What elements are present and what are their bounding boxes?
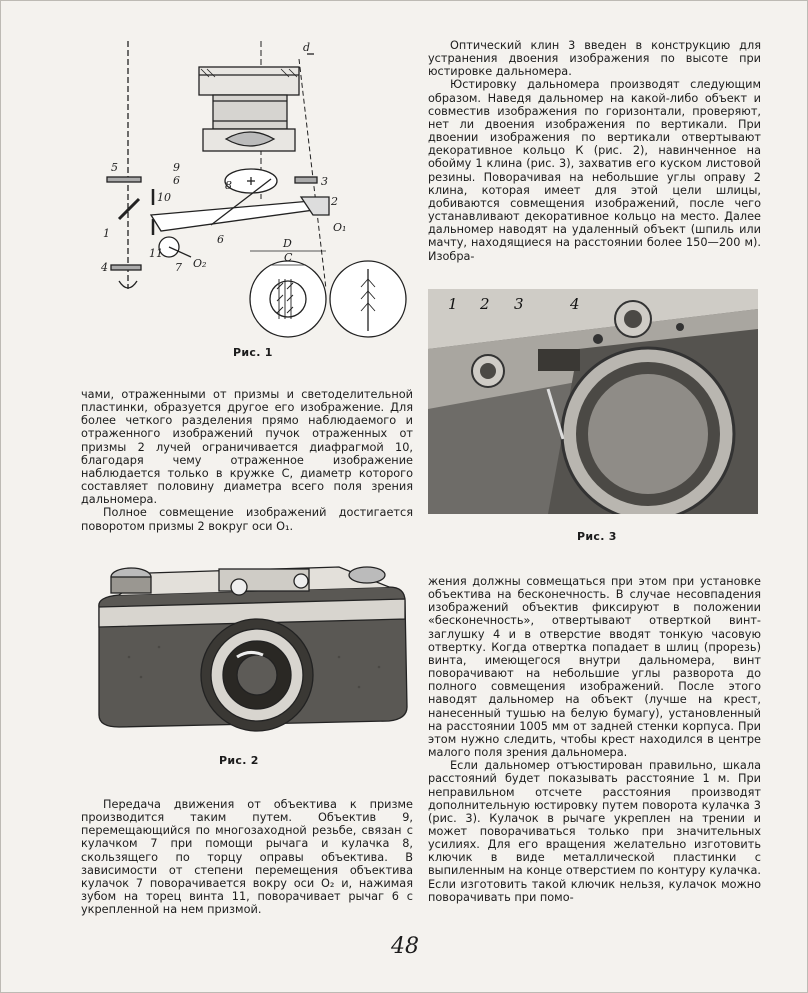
text-left-bottom xyxy=(81,798,413,916)
fig1-label-10: 10 xyxy=(157,191,171,204)
fig1-label-5: 5 xyxy=(111,161,118,174)
text-right-top xyxy=(428,39,761,263)
figure-3-photo xyxy=(428,289,758,514)
figure-1-diagram xyxy=(81,39,411,351)
fig1-label-C: C xyxy=(284,251,293,264)
fig1-label-6b: 6 xyxy=(217,233,224,246)
page-number: 48 xyxy=(391,934,419,959)
fig3-label-3: 3 xyxy=(514,295,524,313)
fig1-label-7: 7 xyxy=(175,261,182,274)
figure-2-caption: Рис. 2 xyxy=(219,754,259,767)
paragraph: Юстировку дальномера производят следующим образом. Наведя дальномер на какой-либо объект и совместив изображения по горизонтали, проверяют, нет ли двоения изображения по вертикали. При двоении изображения по вертикали отвертывают декоративное кольцо К (рис. 2), навинченное на обойму 1 клина (рис. 3), захватив его куском листовой резины. Поворачивая на небольшие углы оправу 2 клина, которая имеет для этой цели шлицы, добиваются совмещения изображений, после чего устанавливают декоративное кольцо на место. Далее дальномер наводят на удаленный объект (шпиль или мачту, находящиеся на расстоянии более 150—200 м). Изобра- xyxy=(428,78,761,263)
fig1-label-6a: 6 xyxy=(173,174,180,187)
fig1-label-d: d xyxy=(303,41,311,54)
fig1-label-1: 1 xyxy=(103,227,110,240)
fig1-label-o1: O₁ xyxy=(333,221,347,234)
figure-3-caption: Рис. 3 xyxy=(577,530,617,543)
paragraph: жения должны совмещаться при этом при установке объектива на бесконечность. В случае несовпадения изображений объектив фиксируют в положении «бесконечность», отвертывают отверткой винт-заглушку 4 и в отверстие вводят тонкую часовую отвертку. Когда отвертка попадает в шлиц (прорезь) винта, имеющегося внутри дальномера, винт поворачивают на небольшие углы разворота до полного совмещения изображений. После этого наводят дальномер на объект (лучше на крест, нанесенный тушью на белую бумагу), установленный на расстоянии 1005 мм от задней стенки корпуса. При этом нужно следить, чтобы крест находился в центре малого поля зрения дальномера. xyxy=(428,575,761,760)
fig3-label-1: 1 xyxy=(448,295,458,313)
fig3-label-2: 2 xyxy=(480,295,490,313)
fig1-label-4: 4 xyxy=(101,261,108,274)
text-right-bottom xyxy=(428,575,761,904)
camera-top-view-image xyxy=(428,289,758,514)
paragraph: Оптический клин 3 введен в конструкцию для устранения двоения изображения по высоте при юстировке дальномера. xyxy=(428,39,761,79)
paragraph: Полное совмещение изображений достигается поворотом призмы 2 вокруг оси O₁. xyxy=(81,506,413,533)
figure-2-camera-illustration xyxy=(89,557,411,745)
paragraph: Если дальномер отъюстирован правильно, шкала расстояний будет показывать расстояние 1 м. При неправильном отсчете расстояния производят дополнительную юстировку путем поворота кулачка 3 (рис. 3). Кулачок в рычаге укреплен на трении и может поворачиваться только при значительных усилиях. Для его вращения желательно изготовить ключик в виде металлической пластинки с выпиленным на конце отверстием по контуру кулачка. Если изготовить такой ключик нельзя, кулачок можно поворачивать при помо- xyxy=(428,759,761,904)
text-left-middle xyxy=(81,388,413,533)
fig3-label-4: 4 xyxy=(570,295,580,313)
fig1-label-8: 8 xyxy=(225,179,232,192)
fig1-label-9: 9 xyxy=(173,161,180,174)
paragraph: Передача движения от объектива к призме производится таким путем. Объектив 9, перемещающийся по многозаходной резьбе, связан с кулачком 7 при помощи рычага и кулачка 8, скользящего по торцу оправы объектива. В зависимости от степени перемещения объектива кулачок 7 поворачивается вокру оси O₂ и, нажимая зубом на торец винта 11, поворачивает рычаг 6 с укрепленной на нем призмой. xyxy=(81,798,413,917)
fig1-label-11: 11 xyxy=(149,247,163,260)
fig1-label-2: 2 xyxy=(331,195,338,208)
fig1-label-D: D xyxy=(283,237,292,250)
fig1-label-3: 3 xyxy=(321,175,328,188)
fig1-label-o2: O₂ xyxy=(193,257,207,270)
figure-1-caption: Рис. 1 xyxy=(233,346,273,359)
paragraph: чами, отраженными от призмы и светоделительной пластинки, образуется другое его изображение. Для более четкого разделения прямо наблюдаемого и отраженного изображений пучок отраженных от призмы 2 лучей ограничивается диафрагмой 10, благодаря чему отраженное изображение наблюдается только в кружке С, диаметр которого составляет половину диаметра всего поля зрения дальномера. xyxy=(81,388,413,507)
